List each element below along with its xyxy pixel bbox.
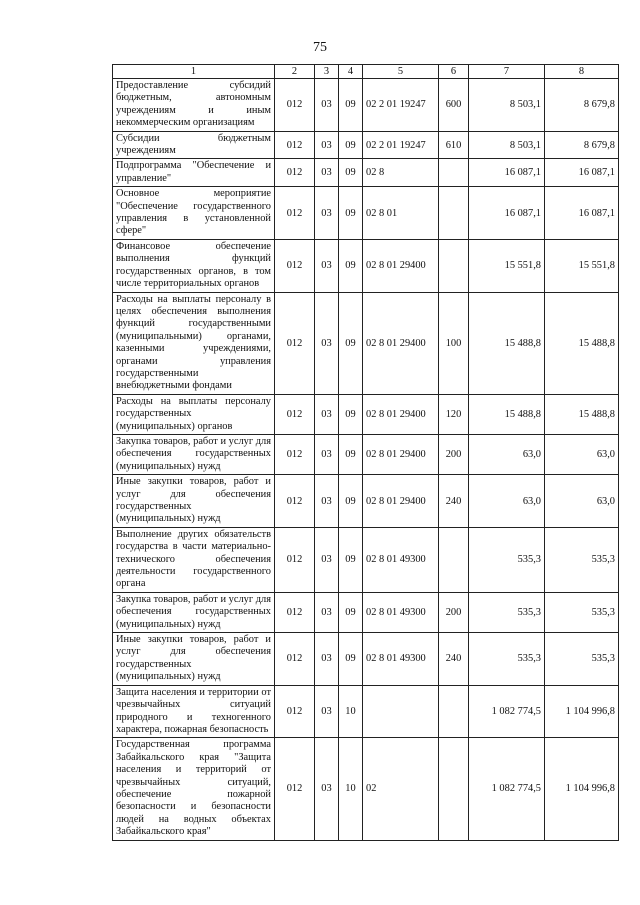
row-name-cell: Выполнение других обязательств государства в части материально-технического обеспечения деятельности государственного органа [113, 527, 275, 592]
table-row [113, 685, 619, 738]
admin-code-cell: 012 [275, 131, 315, 159]
amount-col8-cell: 63,0 [545, 434, 619, 474]
section-cell: 03 [315, 239, 339, 292]
amount-col8-cell: 16 087,1 [545, 159, 619, 187]
row-name-cell: Иные закупки товаров, работ и услуг для обеспечения государственных (муниципальных) нужд [113, 475, 275, 528]
admin-code-cell: 012 [275, 475, 315, 528]
table-row [113, 633, 619, 686]
target-article-cell: 02 8 01 49300 [363, 527, 439, 592]
expense-type-cell: 120 [439, 394, 469, 434]
admin-code-cell: 012 [275, 592, 315, 632]
section-cell: 03 [315, 131, 339, 159]
subsection-cell: 09 [339, 527, 363, 592]
section-cell: 03 [315, 738, 339, 840]
amount-col8-cell: 535,3 [545, 592, 619, 632]
row-name-cell: Финансовое обеспечение выполнения функций государственных органов, в том числе территориальных органов [113, 239, 275, 292]
subsection-cell: 09 [339, 131, 363, 159]
admin-code-cell: 012 [275, 434, 315, 474]
amount-col8-cell: 535,3 [545, 527, 619, 592]
row-name-cell: Расходы на выплаты персоналу государственных (муниципальных) органов [113, 394, 275, 434]
table-row [113, 187, 619, 240]
expense-type-cell [439, 685, 469, 738]
row-name-cell: Закупка товаров, работ и услуг для обеспечения государственных (муниципальных) нужд [113, 592, 275, 632]
amount-col7-cell: 15 551,8 [469, 239, 545, 292]
section-cell: 03 [315, 159, 339, 187]
subsection-cell: 09 [339, 592, 363, 632]
amount-col8-cell: 1 104 996,8 [545, 685, 619, 738]
target-article-cell [363, 685, 439, 738]
table-row [113, 239, 619, 292]
expense-type-cell: 100 [439, 292, 469, 394]
admin-code-cell: 012 [275, 239, 315, 292]
table-row [113, 131, 619, 159]
expense-type-cell: 610 [439, 131, 469, 159]
expense-type-cell [439, 159, 469, 187]
amount-col7-cell: 16 087,1 [469, 187, 545, 240]
amount-col8-cell: 15 488,8 [545, 292, 619, 394]
amount-col7-cell: 8 503,1 [469, 131, 545, 159]
row-name-cell: Расходы на выплаты персоналу в целях обеспечения выполнения функций государственными (муниципальными) органами, казенными учреждениями, органами управления государственными внебюджетными фондами [113, 292, 275, 394]
admin-code-cell: 012 [275, 292, 315, 394]
expense-type-cell: 200 [439, 592, 469, 632]
admin-code-cell: 012 [275, 159, 315, 187]
subsection-cell: 10 [339, 685, 363, 738]
amount-col7-cell: 535,3 [469, 527, 545, 592]
section-cell: 03 [315, 633, 339, 686]
amount-col8-cell: 535,3 [545, 633, 619, 686]
target-article-cell: 02 2 01 19247 [363, 79, 439, 132]
expense-type-cell: 200 [439, 434, 469, 474]
amount-col8-cell: 15 551,8 [545, 239, 619, 292]
target-article-cell: 02 8 01 29400 [363, 239, 439, 292]
admin-code-cell: 012 [275, 79, 315, 132]
section-cell: 03 [315, 685, 339, 738]
section-cell: 03 [315, 475, 339, 528]
section-cell: 03 [315, 394, 339, 434]
expense-type-cell: 600 [439, 79, 469, 132]
amount-col7-cell: 63,0 [469, 475, 545, 528]
target-article-cell: 02 8 01 [363, 187, 439, 240]
col-header: 6 [439, 65, 469, 79]
subsection-cell: 09 [339, 394, 363, 434]
table-row [113, 592, 619, 632]
expense-type-cell [439, 239, 469, 292]
target-article-cell: 02 8 01 49300 [363, 633, 439, 686]
section-cell: 03 [315, 527, 339, 592]
admin-code-cell: 012 [275, 394, 315, 434]
col-header: 3 [315, 65, 339, 79]
header-row [113, 65, 619, 79]
col-header: 4 [339, 65, 363, 79]
target-article-cell: 02 [363, 738, 439, 840]
subsection-cell: 09 [339, 79, 363, 132]
section-cell: 03 [315, 79, 339, 132]
target-article-cell: 02 8 01 29400 [363, 475, 439, 528]
expense-type-cell: 240 [439, 475, 469, 528]
table-row [113, 292, 619, 394]
subsection-cell: 09 [339, 475, 363, 528]
row-name-cell: Государственная программа Забайкальского края "Защита населения и территорий от чрезвычайных ситуаций, обеспечение пожарной безопасности и безопасности людей на водных объектах Забайкальского края" [113, 738, 275, 840]
expense-type-cell [439, 187, 469, 240]
table-row [113, 79, 619, 132]
subsection-cell: 09 [339, 239, 363, 292]
table-row [113, 475, 619, 528]
subsection-cell: 09 [339, 187, 363, 240]
target-article-cell: 02 8 01 29400 [363, 394, 439, 434]
amount-col8-cell: 8 679,8 [545, 79, 619, 132]
amount-col8-cell: 16 087,1 [545, 187, 619, 240]
admin-code-cell: 012 [275, 633, 315, 686]
amount-col8-cell: 8 679,8 [545, 131, 619, 159]
page-number: 75 [313, 40, 327, 55]
table-row [113, 394, 619, 434]
section-cell: 03 [315, 187, 339, 240]
admin-code-cell: 012 [275, 738, 315, 840]
row-name-cell: Субсидии бюджетным учреждениям [113, 131, 275, 159]
admin-code-cell: 012 [275, 527, 315, 592]
row-name-cell: Основное мероприятие "Обеспечение государственного управления в установленной сфере" [113, 187, 275, 240]
expense-type-cell [439, 527, 469, 592]
target-article-cell: 02 8 01 29400 [363, 434, 439, 474]
section-cell: 03 [315, 292, 339, 394]
amount-col8-cell: 15 488,8 [545, 394, 619, 434]
table-row [113, 527, 619, 592]
target-article-cell: 02 8 [363, 159, 439, 187]
expense-type-cell: 240 [439, 633, 469, 686]
col-header: 5 [363, 65, 439, 79]
table-body [113, 79, 619, 841]
expense-type-cell [439, 738, 469, 840]
amount-col7-cell: 8 503,1 [469, 79, 545, 132]
table-row [113, 434, 619, 474]
amount-col7-cell: 1 082 774,5 [469, 738, 545, 840]
table-row [113, 159, 619, 187]
section-cell: 03 [315, 434, 339, 474]
subsection-cell: 09 [339, 159, 363, 187]
col-header: 1 [113, 65, 275, 79]
col-header: 8 [545, 65, 619, 79]
amount-col7-cell: 1 082 774,5 [469, 685, 545, 738]
amount-col8-cell: 63,0 [545, 475, 619, 528]
subsection-cell: 09 [339, 633, 363, 686]
col-header: 2 [275, 65, 315, 79]
row-name-cell: Защита населения и территории от чрезвычайных ситуаций природного и техногенного характера, пожарная безопасность [113, 685, 275, 738]
amount-col7-cell: 535,3 [469, 633, 545, 686]
row-name-cell: Закупка товаров, работ и услуг для обеспечения государственных (муниципальных) нужд [113, 434, 275, 474]
amount-col7-cell: 16 087,1 [469, 159, 545, 187]
target-article-cell: 02 8 01 49300 [363, 592, 439, 632]
amount-col8-cell: 1 104 996,8 [545, 738, 619, 840]
section-cell: 03 [315, 592, 339, 632]
admin-code-cell: 012 [275, 187, 315, 240]
subsection-cell: 09 [339, 292, 363, 394]
row-name-cell: Предоставление субсидий бюджетным, автономным учреждениям и иным некоммерческим организациям [113, 79, 275, 132]
target-article-cell: 02 2 01 19247 [363, 131, 439, 159]
row-name-cell: Иные закупки товаров, работ и услуг для обеспечения государственных (муниципальных) нужд [113, 633, 275, 686]
subsection-cell: 09 [339, 434, 363, 474]
table-row [113, 738, 619, 840]
col-header: 7 [469, 65, 545, 79]
target-article-cell: 02 8 01 29400 [363, 292, 439, 394]
amount-col7-cell: 63,0 [469, 434, 545, 474]
amount-col7-cell: 15 488,8 [469, 394, 545, 434]
subsection-cell: 10 [339, 738, 363, 840]
amount-col7-cell: 15 488,8 [469, 292, 545, 394]
row-name-cell: Подпрограмма "Обеспечение и управление" [113, 159, 275, 187]
amount-col7-cell: 535,3 [469, 592, 545, 632]
admin-code-cell: 012 [275, 685, 315, 738]
budget-table [112, 64, 619, 841]
